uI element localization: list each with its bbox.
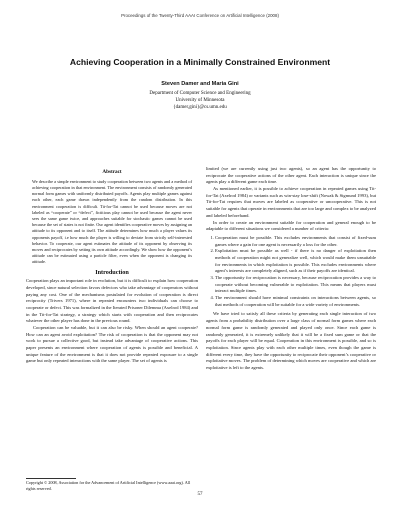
criteria-list [206, 235, 376, 309]
criteria-item: 1. Cooperation must be possible. This excludes environments that consist of fixed-sum games where a gain for one agent is necessarily a loss for the other. [215, 235, 376, 248]
affiliation-dept: Department of Computer Science and Engineering [149, 91, 251, 96]
left-column [26, 169, 198, 365]
affiliation-univ: University of Minnesota [175, 98, 225, 103]
copyright-note: Copyright © 2008, Association for the Advancement of Artificial Intelligence (www.aaai.org). All rights reserved. [26, 480, 191, 491]
intro-paragraph-1: Cooperation plays an important role in evolution, but it is difficult to explain how cooperation developed, since natural selection favors defectors who take advantage of cooperators without paying any cost. One of the mechanisms postulated for evolution of cooperation is direct reciprocity (Trivers 1971), where in repeated encounters two individuals can choose to cooperate or defect. This was formalized in the Iterated Prisoner Dilemma (Axelrod 1984) and in the Tit-for-Tat strategy, a strategy which starts with cooperation and then reciprocates whatever the other player has done in the previous round. [26, 278, 198, 324]
right-paragraph-3: In order to create an environment suitable for cooperation and general enough to be adaptable to different situations we considered a number of criteria: [206, 219, 376, 232]
affiliation-email: {damer,gini}@cs.umn.edu [173, 105, 227, 110]
right-paragraph-4: We have tried to satisfy all these criteria by generating each single interaction of two agents from a probability distribution over a large class of normal form games where each normal form game is randomly generated and played only once. Since each game is randomly generated, it is extremely unlikely that it will be a fixed sum game or that the payoffs for each player will be equal. Cooperation in this environment is possible, and so is exploitation. Since agents play with each other multiple times, even though the game is different every time, they have the opportunity to reciprocate their opponent’s cooperative or exploitative moves. The problem of determining which moves are cooperative and which are exploitative is left to the agents. [206, 311, 376, 370]
abstract-text: We describe a simple environment to study cooperation between two agents and a method of achieving cooperation in that environment. The environment consists of randomly generated normal form games with uniformly distributed payoffs. Agents play multiple games against each other, each game drawn independently from the random distribution. In this environment cooperation is difficult. Tit-for-Tat cannot be used because moves are not labeled as “cooperate” or “defect”, fictitious play cannot be used because the agent never sees the same game twice, and approaches suitable for stochastic games cannot be used because the set of states is not finite. Our agent identifies cooperative moves by assigning an attitude to its opponent and to itself. The attitude determines how much a player values its opponents payoff, i.e how much the player is willing to deviate from strictly self-interested behavior. To cooperate, our agent estimates the attitude of its opponent by observing its moves and reciprocates by setting its own attitude accordingly. We show how the opponent’s attitude can be estimated using a particle filter, even when the opponent is changing its attitude. [32, 178, 192, 265]
authors: Steven Damer and Maria Gini [161, 81, 239, 87]
criteria-item: 4. The environment should have minimal constraints on interactions between agents, so that methods of cooperation will be suitable for a wide variety of environments. [215, 295, 376, 308]
right-paragraph-1: limited (we are currently using just two agents), so an agent has the opportunity to reciprocate the cooperative actions of the other agent. Each interaction is unique since the agents play a different game each time. [206, 166, 376, 185]
proceedings-header: Proceedings of the Twenty-Third AAAI Conference on Artificial Intelligence (2008) [121, 13, 279, 18]
paper-title: Achieving Cooperation in a Minimally Constrained Environment [69, 57, 331, 67]
page-number: 57 [197, 492, 203, 497]
right-column [206, 166, 376, 372]
footnote-rule [26, 478, 76, 479]
right-paragraph-2: As mentioned earlier, it is possible to achieve cooperation in repeated games using Tit-for-Tat (Axelrod 1984) or variants such as win-stay lose-shift (Nowak & Sigmund 1993), but Tit-for-Tat requires that moves are labeled as cooperative or uncooperative. This is not suitable for agents that operate in environments that are too large and complex to be analyzed and labeled beforehand. [206, 186, 376, 218]
intro-heading: Introduction [95, 268, 129, 276]
criteria-item: 2. Exploitation must be possible as well - if there is no danger of exploitation then methods of cooperation might not generalize well, which would make them unsuitable for environments in which exploitation is possible. This excludes environments where agent’s interests are completely aligned, such as if their payoffs are identical. [215, 248, 376, 275]
intro-paragraph-2: Cooperation can be valuable, but it can also be risky. When should an agent cooperate? How can an agent avoid exploitation? The risk of cooperation is that the opponent may not work to pursue a collective good, but instead take advantage of cooperative actions. This paper presents an environment where cooperation of agents is possible and beneficial. A unique feature of the environment is that it does not provide repeated exposure to a single game but only repeated interactions with the same player. The set of agents is [26, 325, 198, 364]
abstract-heading: Abstract [102, 169, 122, 175]
criteria-item: 3. The opportunity for reciprocation is necessary, because reciprocation provides a way to cooperate without becoming vulnerable to exploitation. This means that players must interact multiple times. [215, 275, 376, 295]
